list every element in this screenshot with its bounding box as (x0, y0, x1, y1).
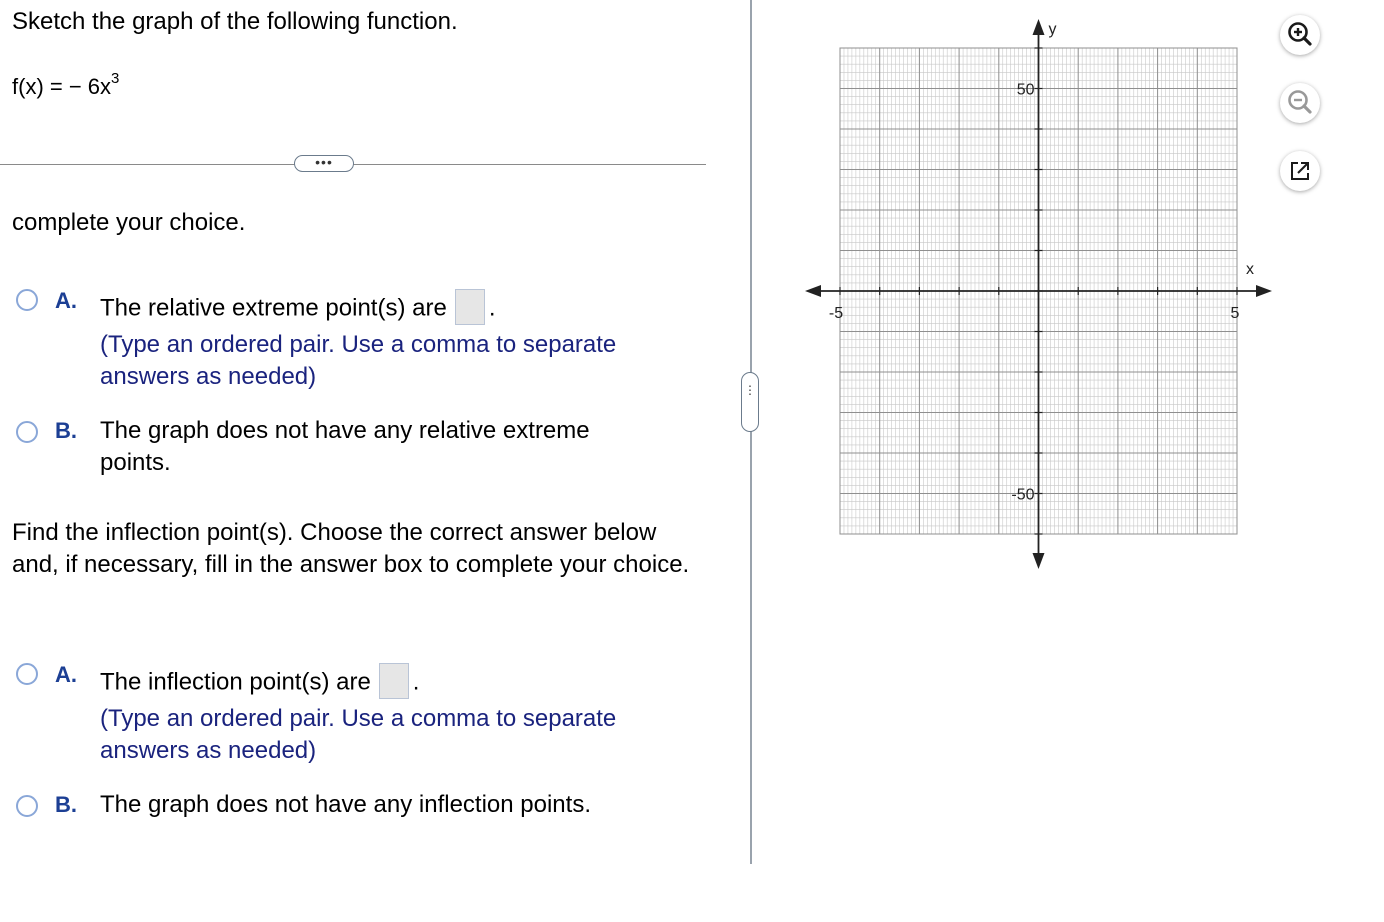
graph-canvas[interactable] (800, 10, 1280, 575)
y-axis-label: y (1048, 21, 1057, 38)
part2-option-a-text (100, 665, 419, 701)
part1-option-a-text (100, 291, 495, 327)
part2-option-b-text: The graph does not have any inflection points. (100, 791, 591, 818)
part2-option-b-radio[interactable] (16, 795, 38, 817)
zoom-in-button[interactable] (1280, 15, 1320, 55)
part2-option-a-period: . (412, 668, 420, 696)
x-max-tick-label: 5 (1230, 305, 1240, 322)
part1-option-b-text: The graph does not have any relative extreme points. (100, 417, 590, 476)
zoom-in-icon (1285, 20, 1315, 50)
part1-intro: complete your choice. (12, 209, 246, 236)
y-min-tick-label: -50 (1011, 486, 1035, 504)
part1-option-a-letter: A. (55, 288, 77, 313)
x-axis-left-arrow (805, 285, 821, 297)
part1-option-a-label: The relative extreme point(s) are (100, 294, 447, 322)
relative-extreme-answer-box[interactable] (455, 289, 485, 325)
part2-option-a-hint: (Type an ordered pair. Use a comma to separate answers as needed) (100, 705, 617, 764)
function-lhs: f(x) = − 6x (12, 74, 112, 99)
show-more-button[interactable]: ••• (294, 155, 354, 172)
panel-splitter[interactable] (750, 0, 752, 864)
open-external-button[interactable] (1280, 151, 1320, 191)
part2-option-a-letter: A. (55, 662, 77, 687)
part1-option-a-period: . (488, 294, 496, 322)
part2-option-a-radio[interactable] (16, 663, 38, 685)
zoom-out-icon (1285, 88, 1315, 118)
splitter-handle[interactable]: ⋮ (741, 372, 759, 432)
x-axis-label: x (1246, 261, 1254, 278)
y-axis-up-arrow (1033, 19, 1045, 35)
open-external-icon (1287, 158, 1313, 184)
part2-option-b-letter: B. (55, 792, 77, 817)
zoom-out-button[interactable] (1280, 83, 1320, 123)
y-axis-down-arrow (1033, 553, 1045, 569)
part1-option-a-radio[interactable] (16, 289, 38, 311)
part2-option-a-label: The inflection point(s) are (100, 668, 371, 696)
part1-option-b-letter: B. (55, 418, 77, 443)
y-max-tick-label: 50 (1016, 81, 1035, 99)
function-exponent: 3 (111, 70, 120, 87)
part1-option-a-hint: (Type an ordered pair. Use a comma to separate answers as needed) (100, 331, 617, 390)
function-expression (12, 70, 120, 100)
part2-prompt: Find the inflection point(s). Choose the correct answer below and, if necessary, fill in the answer box to complete your choice. (12, 519, 690, 578)
inflection-answer-box[interactable] (379, 663, 409, 699)
x-min-tick-label: -5 (828, 305, 844, 322)
x-axis-right-arrow (1256, 285, 1272, 297)
part1-option-b-radio[interactable] (16, 421, 38, 443)
question-title: Sketch the graph of the following function. (12, 8, 458, 35)
